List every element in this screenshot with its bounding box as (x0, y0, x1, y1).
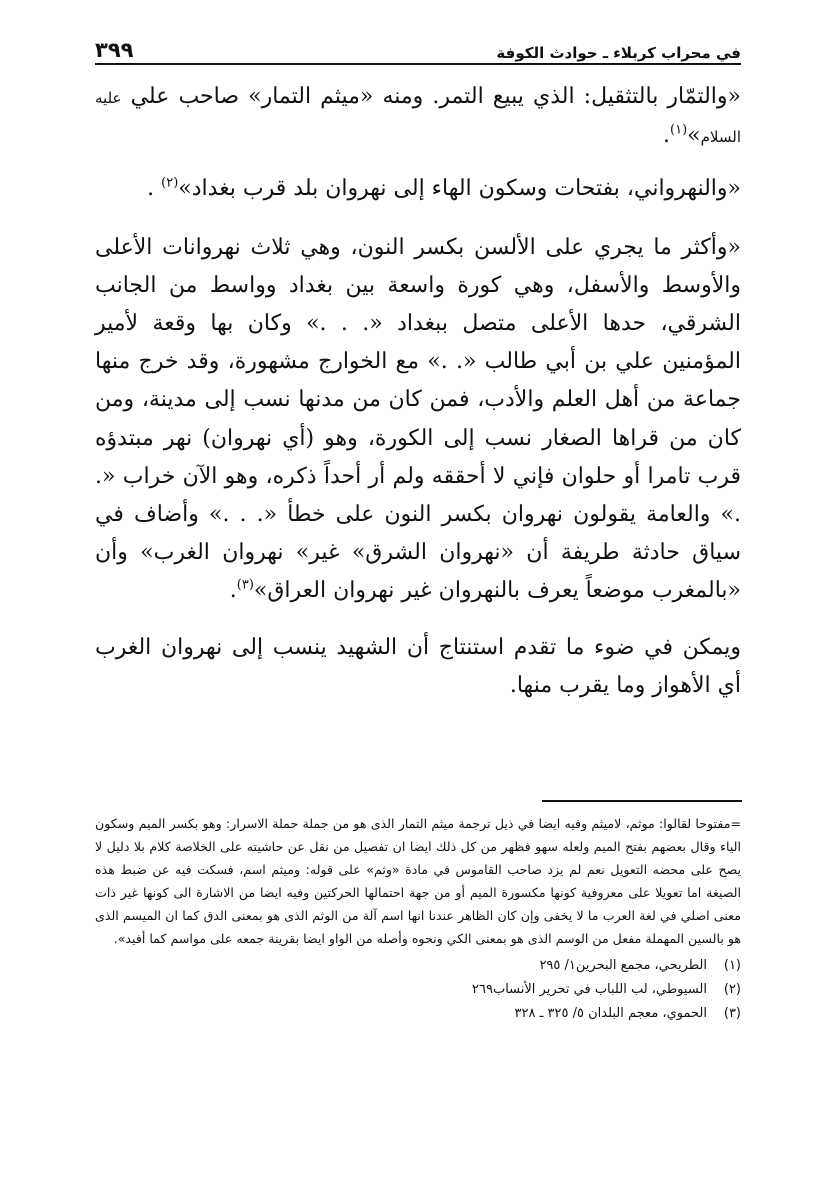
paragraph-1 (95, 78, 741, 156)
paragraph-4: ويمكن في ضوء ما تقدم استنتاج أن الشهيد ينسب إلى نهروان الغرب أي الأهواز وما يقرب منها. (95, 634, 741, 698)
page-number: ٣٩٩ (95, 38, 134, 62)
footnote-text: الحموي، معجم البلدان ٥/ ٣٢٥ ـ ٣٢٨ (514, 1006, 707, 1021)
honorific-symbol: عليه السلام (95, 89, 741, 147)
footnote-item (95, 978, 741, 1002)
paragraph-1-text: «والتمّار بالتثقيل: الذي يبيع التمر. ومنه «ميثم التمار» صاحب علي (130, 84, 742, 109)
footnote-item (95, 1002, 741, 1026)
footnote-ref-2: (٢) (161, 176, 179, 192)
paragraph-3 (95, 229, 741, 611)
footnotes (95, 812, 741, 1026)
header-rule (95, 63, 741, 65)
footnote-text: الطريحي، مجمع البحرين١/ ٢٩٥ (539, 958, 707, 973)
footnote-ref-3: (٣) (236, 578, 254, 594)
footnote-item (95, 954, 741, 978)
running-title: في محراب كربلاء ـ حوادث الكوفة (496, 44, 741, 62)
paragraph-2 (95, 170, 741, 208)
footnote-number: (١) (723, 958, 741, 973)
footnote-continuation: =مفتوحا لقالوا: موثم، لاميثم وفيه ايضا في ذيل ترجمة ميثم التمار الذى هو من جملة حملة الاسرار: وهو بكسر الميم وسكون الياء وقال بعضهم بفتح الميم ولعله سهو فظهر من كل ذلك ايضا ان تفصيل من نقل عن حاشيته على الخلاصة كلام بلا دليل لا يصح على محضه التعويل نعم لم يزد صاحب القاموس في مادة «وثم» على قوله: وميثم اسم، فسكت فيه عن ضبط هذه الصيغة اما تعويلا على معروفية كونها مكسورة الميم أو من جهة احتمالها الحركتين وفيه ايضا من الاشارة الى كونها غير ذات معنى اصلي في لغة العرب ما لا يخفى وإن كان الظاهر عندنا انها اسم آلة من الوثم الذى هو بمعنى الدق كما ان الميسم الذى هو بالسين المهملة مفعل من الوسم الذى هو بمعنى الكي ونحوه وأصله من الواو ايضا بقرينة جمعه على مواسم كما أفيد». (95, 816, 741, 946)
footnote-ref-1: (١) (670, 122, 688, 138)
footnote-separator (542, 800, 742, 802)
footnote-list (95, 954, 741, 1026)
paragraph-3-text: «وأكثر ما يجري على الألسن بكسر النون، وهي ثلاث نهروانات الأعلى والأوسط والأسفل، وهي كورة واسعة بين بغداد وواسط من الجانب الشرقي، حدها الأعلى متصل ببغداد «. . .» وكان بها وقعة لأمير المؤمنين علي بن أبي طالب «. .» مع الخوارج مشهورة، وقد خرج منها جماعة من أهل العلم والأدب، فمن كان من مدنها نسب إلى مدينة، ومن كان من قراها الصغار نسب إلى الكورة، وهو (أي نهروان) نهر مبتدؤه قرب تامرا أو حلوان فإني لا أحققه ولم أر أحداً ذكره، وهو الآن خراب «. .» والعامة يقولون نهروان بكسر النون على خطأ «. . .» وأضاف في سياق حادثة طريفة أن «نهروان الشرق» غير» نهروان الغرب» وأن «بالمغرب موضعاً يعرف بالنهروان غير نهروان العراق» (95, 234, 742, 604)
footnote-number: (٣) (723, 1006, 741, 1021)
paragraph-2-text: «والنهرواني، بفتحات وسكون الهاء إلى نهروان بلد قرب بغداد» (178, 176, 741, 202)
paragraph-3-tail: . (229, 578, 237, 604)
main-text (95, 78, 741, 705)
paragraph-1-tail: . (663, 123, 671, 149)
footnote-number: (٢) (723, 982, 741, 997)
footnote-text: السيوطي، لب اللباب في تحرير الأنساب٢٦٩ (472, 982, 707, 997)
paragraph-2-tail: . (147, 176, 155, 202)
page-header (95, 36, 741, 62)
paragraph-1-end: » (687, 123, 701, 149)
